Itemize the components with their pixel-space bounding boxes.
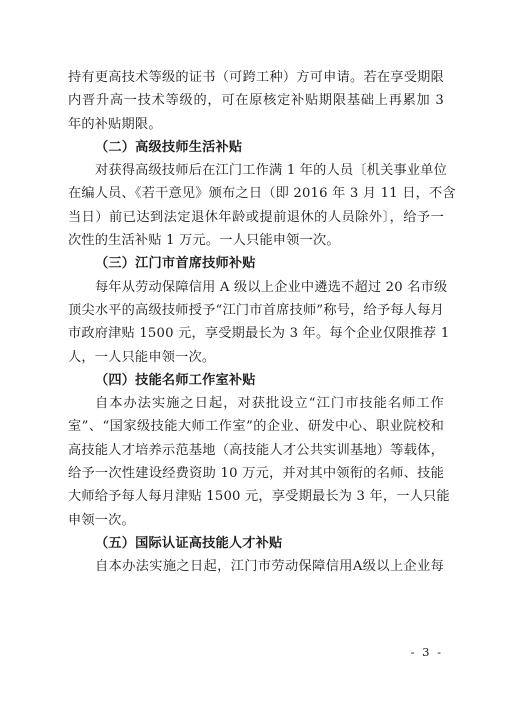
text-line: 申领一次。 bbox=[68, 512, 135, 528]
text-line: 自本办法实施之日起，江门市劳动保障信用A级以上企业每 bbox=[95, 559, 444, 575]
text-line: 在编人员、《若干意见》颁布之日（即 2016 年 3 月 11 日，不含 bbox=[68, 186, 456, 202]
text-line: 每年从劳动保障信用 A 级以上企业中遴选不超过 20 名市级 bbox=[95, 279, 448, 295]
text-line: 自本办法实施之日起，对获批设立“江门市技能名师工作 bbox=[95, 396, 444, 412]
section-body-4 bbox=[68, 392, 450, 532]
page-number: - 3 - bbox=[410, 645, 443, 659]
text-line: 当日）前已达到法定退休年龄或提前退休的人员除外〕，给予一 bbox=[68, 209, 444, 225]
text-line: 市政府津贴 1500 元，享受期最长为 3 年。每个企业仅限推荐 1 bbox=[68, 326, 450, 342]
text-line: 顶尖水平的高级技师授予“江门市首席技师”称号，给予每人每月 bbox=[68, 302, 444, 318]
text-line: 对获得高级技师后在江门工作满 1 年的人员〔机关事业单位 bbox=[95, 163, 448, 179]
section-heading-4: （四）技能名师工作室补贴 bbox=[95, 372, 256, 388]
text-line: 高技能人才培养示范基地（高技能人才公共实训基地）等载体， bbox=[68, 442, 444, 458]
text-line: 大师给予每人每月津贴 1500 元，享受期最长为 3 年，一人只能 bbox=[68, 489, 450, 505]
intro-paragraph bbox=[68, 66, 444, 136]
section-body-3 bbox=[68, 276, 450, 369]
text-line: 给予一次性建设经费资助 10 万元，并对其中领衔的名师、技能 bbox=[68, 466, 444, 482]
text-line: 室”、“国家级技能大师工作室”的企业、研发中心、职业院校和 bbox=[68, 419, 444, 435]
text-line: 持有更高技术等级的证书（可跨工种）方可申请。若在享受期限 bbox=[68, 70, 444, 85]
section-heading-5: （五）国际认证高技能人才补贴 bbox=[95, 535, 283, 551]
section-heading-3: （三）江门市首席技师补贴 bbox=[95, 256, 256, 272]
section-body-5 bbox=[68, 555, 444, 578]
text-line: 次性的生活补贴 1 万元。一人只能申领一次。 bbox=[68, 233, 340, 249]
document-body bbox=[68, 66, 456, 579]
text-line: 人，一人只能申领一次。 bbox=[68, 349, 216, 365]
text-line: 年的补贴期限。 bbox=[68, 116, 162, 132]
text-line: 内晋升高一技术等级的，可在原核定补贴期限基础上再累加 3 bbox=[68, 93, 444, 109]
section-heading-2: （二）高级技师生活补贴 bbox=[95, 139, 243, 155]
section-body-2 bbox=[68, 159, 456, 252]
